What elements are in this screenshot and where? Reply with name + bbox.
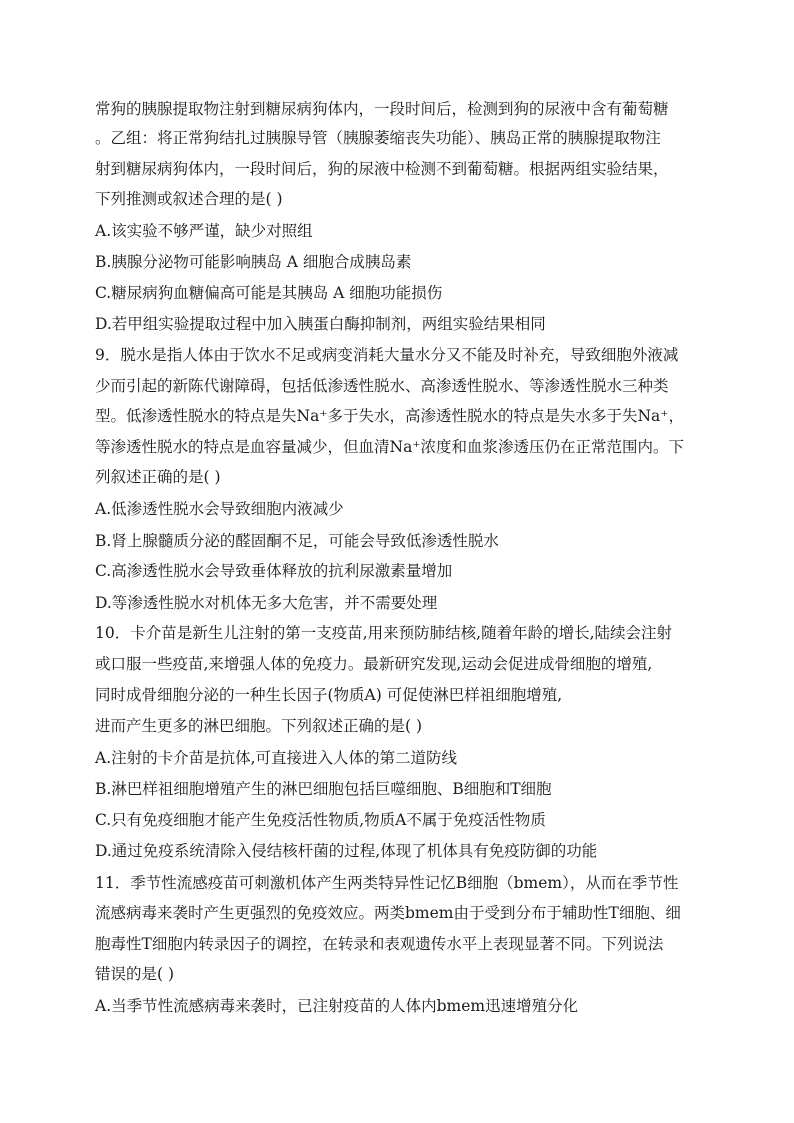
text-line: 或口服一些疫苗,来增强人体的免疫力。最新研究发现,运动会促进成骨细胞的增殖, [95, 655, 653, 673]
question-10-text: 10．卡介苗是新生儿注射的第一支疫苗,用来预防肺结核,随着年龄的增长,陆续会注射 [95, 624, 673, 642]
text-line: 少而引起的新陈代谢障碍，包括低渗透性脱水、高渗透性脱水、等渗透性脱水三种类 [95, 377, 669, 395]
option-c: C.糖尿病狗血糖偏高可能是其胰岛 A 细胞功能损伤 [95, 284, 443, 302]
question-prompt: 列叙述正确的是( ) [95, 468, 221, 486]
text-line: 胞毒性T细胞内转录因子的调控，在转录和表观遗传水平上表现显著不同。下列说法 [95, 935, 664, 953]
option-b: B.肾上腺髓质分泌的醛固酮不足，可能会导致低渗透性脱水 [95, 532, 499, 550]
option-a: A.注射的卡介苗是抗体,可直接进入人体的第二道防线 [95, 749, 458, 767]
option-b: B.胰腺分泌物可能影响胰岛 A 细胞合成胰岛素 [95, 253, 412, 271]
text-line: 。乙组：将正常狗结扎过胰腺导管（胰腺萎缩丧失功能）、胰岛正常的胰腺提取物注 [95, 129, 661, 147]
option-c: C.只有免疫细胞才能产生免疫活性物质,物质A不属于免疫活性物质 [95, 811, 546, 829]
option-a: A.当季节性流感病毒来袭时，已注射疫苗的人体内bmem迅速增殖分化 [95, 997, 579, 1015]
text-line: 等渗透性脱水的特点是血容量减少，但血清Na⁺浓度和血浆渗透压仍在正常范围内。下 [95, 438, 684, 456]
option-d: D.若甲组实验提取过程中加入胰蛋白酶抑制剂，两组实验结果相同 [95, 315, 546, 333]
text-line: 常狗的胰腺提取物注射到糖尿病狗体内，一段时间后，检测到狗的尿液中含有葡萄糖 [95, 100, 669, 118]
question-prompt: 下列推测或叙述合理的是( ) [95, 190, 283, 208]
option-d: D.通过免疫系统清除入侵结核杆菌的过程,体现了机体具有免疫防御的功能 [95, 842, 598, 860]
text-line: 流感病毒来袭时产生更强烈的免疫效应。两类bmem由于受到分布于辅助性T细胞、细 [95, 904, 681, 922]
text-line: 型。低渗透性脱水的特点是失Na⁺多于失水，高渗透性脱水的特点是失水多于失Na⁺， [95, 407, 684, 425]
option-a: A.该实验不够严谨，缺少对照组 [95, 222, 313, 240]
option-c: C.高渗透性脱水会导致垂体释放的抗利尿激素量增加 [95, 562, 453, 580]
text-line: 射到糖尿病狗体内，一段时间后，狗的尿液中检测不到葡萄糖。根据两组实验结果， [95, 160, 669, 178]
option-a: A.低渗透性脱水会导致细胞内液减少 [95, 500, 344, 518]
question-prompt: 进而产生更多的淋巴细胞。下列叙述正确的是( ) [95, 717, 423, 735]
question-9-text: 9．脱水是指人体由于饮水不足或病变消耗大量水分又不能及时补充，导致细胞外液减 [95, 346, 679, 364]
question-prompt: 错误的是( ) [95, 965, 175, 983]
option-d: D.等渗透性脱水对机体无多大危害，并不需要处理 [95, 594, 438, 612]
option-b: B.淋巴样祖细胞增殖产生的淋巴细胞包括巨噬细胞、B细胞和T细胞 [95, 780, 552, 798]
question-11-text: 11．季节性流感疫苗可刺激机体产生两类特异性记忆B细胞（bmem），从而在季节性 [95, 874, 679, 892]
text-line: 同时成骨细胞分泌的一种生长因子(物质A) 可促使淋巴样祖细胞增殖, [95, 686, 563, 704]
